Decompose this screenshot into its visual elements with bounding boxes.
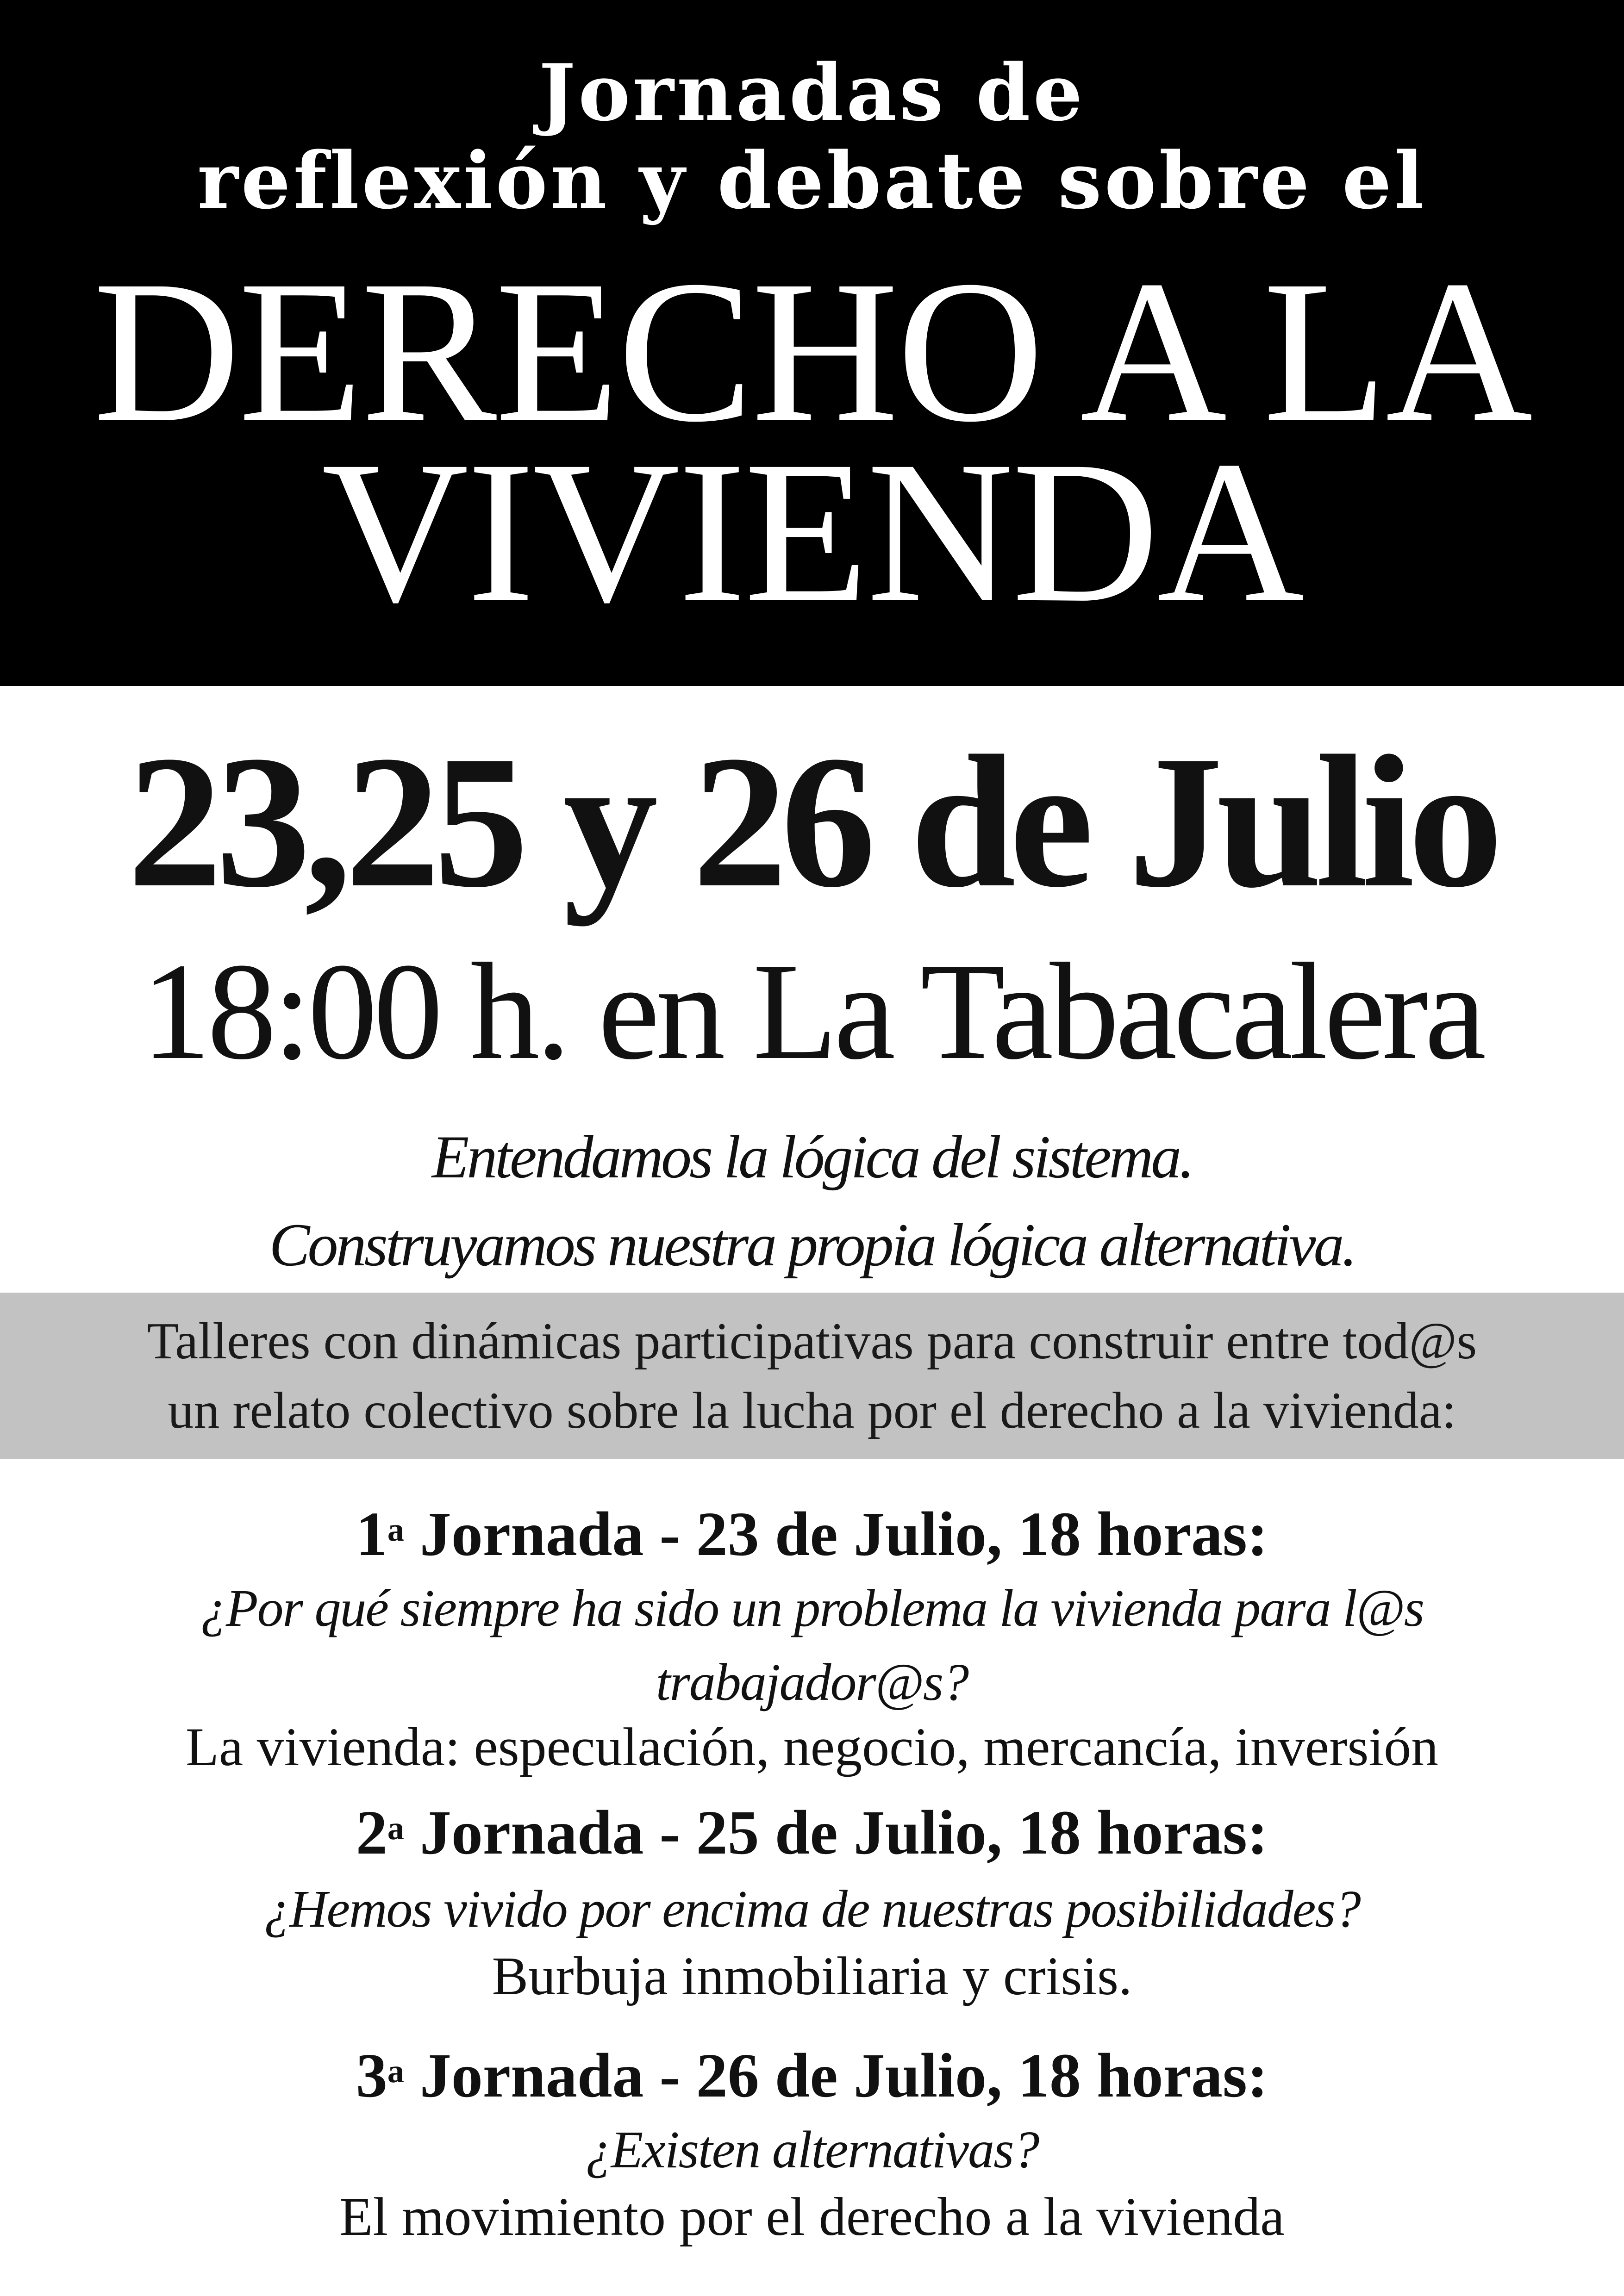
workshop-line-2: un relato colectivo sobre la lucha por el derecho a la vivienda: [168, 1382, 1456, 1439]
session-3-question: ¿Existen alternativas? [585, 2120, 1039, 2179]
session-3-description: El movimiento por el derecho a la vivienda [339, 2186, 1285, 2247]
session-3-ordinal: a [387, 2053, 404, 2090]
main-title-line-2: VIVIENDA [321, 419, 1303, 645]
session-2-ordinal: a [387, 1810, 404, 1847]
session-1-title [0, 1497, 1624, 1571]
main-title-line-1: DERECHO A LA [93, 239, 1531, 464]
session-2-number: 2 [356, 1798, 387, 1867]
event-time-place: 18:00 h. en La Tabacalera [141, 934, 1483, 1088]
session-1-description: La vivienda: especulación, negocio, mercancía, inversión [185, 1717, 1439, 1777]
session-1-ordinal: a [387, 1511, 404, 1548]
session-1-question-line-2: trabajador@s? [656, 1653, 968, 1711]
tagline-line-2: Construyamos nuestra propia lógica alternativa. [269, 1211, 1355, 1279]
session-3-heading: Jornada - 26 de Julio, 18 horas: [404, 2041, 1268, 2110]
session-2-title [0, 1796, 1624, 1870]
event-dates: 23,25 y 26 de Julio [127, 716, 1497, 927]
session-1-question-line-1: ¿Por qué siempre ha sido un problema la vivienda para l@s [200, 1579, 1424, 1637]
session-2-question: ¿Hemos vivido por encima de nuestras posibilidades? [264, 1879, 1360, 1938]
intro-line-1: Jornadas de [538, 47, 1086, 138]
session-1-heading: Jornada - 23 de Julio, 18 horas: [404, 1500, 1268, 1569]
intro-line-2: reflexión y debate sobre el [197, 135, 1427, 226]
session-3-number: 3 [356, 2041, 387, 2110]
tagline-line-1: Entendamos la lógica del sistema. [431, 1123, 1193, 1191]
session-1-number: 1 [356, 1500, 387, 1569]
session-2-heading: Jornada - 25 de Julio, 18 horas: [404, 1798, 1268, 1867]
workshop-band [0, 1293, 1624, 1459]
session-2-description: Burbuja inmobiliaria y crisis. [492, 1946, 1132, 2006]
workshop-line-1: Talleres con dinámicas participativas para construir entre tod@s [147, 1313, 1477, 1370]
header-block [0, 0, 1624, 686]
session-3-title [0, 2039, 1624, 2113]
